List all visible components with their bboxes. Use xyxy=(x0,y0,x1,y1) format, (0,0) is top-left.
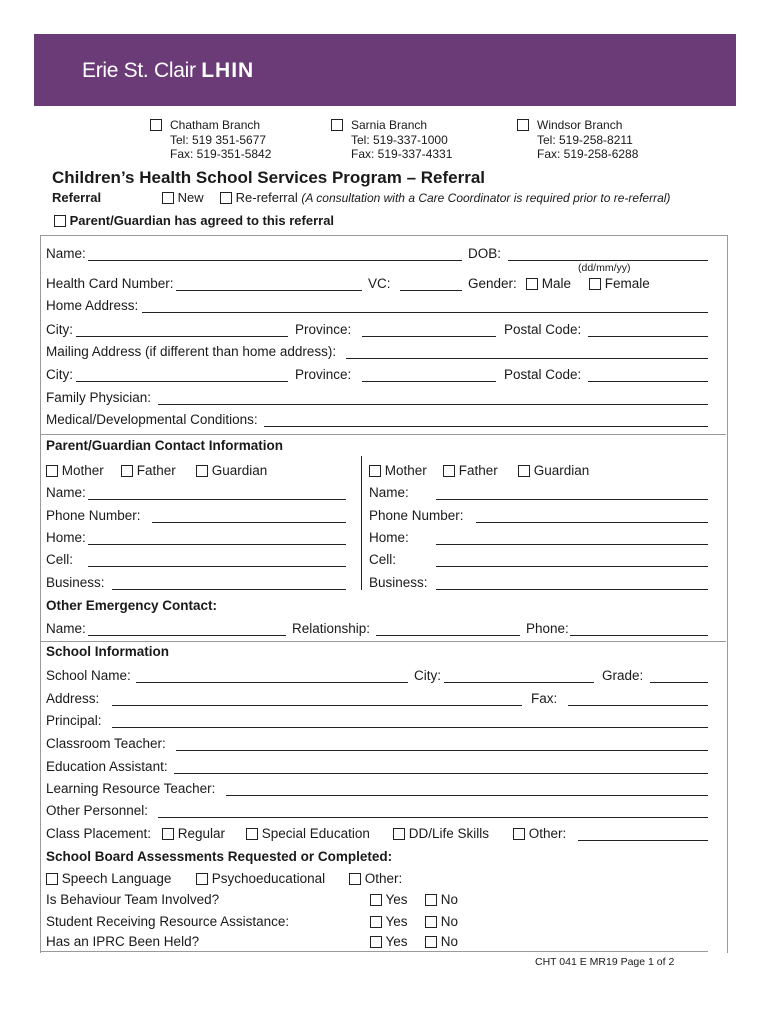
health-card-label: Health Card Number: xyxy=(46,276,174,291)
emergency-name-label: Name: xyxy=(46,621,86,636)
principal-label: Principal: xyxy=(46,713,102,728)
dd-life-label: DD/Life Skills xyxy=(408,826,490,841)
speech-checkbox[interactable] xyxy=(46,873,58,885)
behaviour-yes-checkbox[interactable] xyxy=(370,894,382,906)
city-field[interactable] xyxy=(76,322,288,337)
branch-sarnia: Sarnia Branch Tel: 519-337-1000 Fax: 519-337-4331 xyxy=(351,118,452,162)
emergency-phone-label: Phone: xyxy=(526,621,569,636)
g1-home-label: Home: xyxy=(46,530,86,545)
g1-mother-label: Mother xyxy=(61,463,104,478)
resource-no-label: No xyxy=(440,914,459,929)
vc-label: VC: xyxy=(368,276,391,291)
mailing-province-label: Province: xyxy=(295,367,352,382)
ea-label: Education Assistant: xyxy=(46,759,168,774)
male-label: Male xyxy=(541,276,572,291)
resource-no-checkbox[interactable] xyxy=(425,916,437,928)
gender-label: Gender: xyxy=(468,276,517,291)
g2-guardian-label: Guardian xyxy=(533,463,590,478)
g1-cell-label: Cell: xyxy=(46,552,74,567)
sarnia-checkbox[interactable] xyxy=(331,119,343,131)
lhin-logo: Erie St. Clair LHIN xyxy=(82,59,255,82)
g1-home-field[interactable] xyxy=(88,530,346,545)
g2-father-label: Father xyxy=(458,463,498,478)
classroom-teacher-label: Classroom Teacher: xyxy=(46,736,166,751)
city-label: City: xyxy=(46,322,73,337)
ea-row xyxy=(46,759,708,781)
male-checkbox[interactable] xyxy=(526,278,538,290)
consent-checkbox[interactable] xyxy=(54,215,66,227)
lrt-label: Learning Resource Teacher: xyxy=(46,781,216,796)
behaviour-row xyxy=(46,892,708,914)
g1-name-field[interactable] xyxy=(88,485,346,500)
name-label: Name: xyxy=(46,246,86,261)
iprc-yes-checkbox[interactable] xyxy=(370,936,382,948)
resource-question: Student Receiving Resource Assistance: xyxy=(46,914,290,929)
school-address-field[interactable] xyxy=(112,691,522,706)
regular-checkbox[interactable] xyxy=(162,828,174,840)
postal-label: Postal Code: xyxy=(504,322,582,337)
g2-business-field[interactable] xyxy=(436,575,708,590)
mailing-city-label: City: xyxy=(46,367,73,382)
school-section-title: School Information xyxy=(46,644,169,659)
conditions-field[interactable] xyxy=(264,412,708,427)
new-label: New xyxy=(177,190,204,205)
placement-other-field[interactable] xyxy=(578,826,708,841)
assessment-other-label: Other: xyxy=(364,871,403,886)
resource-row xyxy=(46,914,708,936)
assessments-section-title: School Board Assessments Requested or Completed: xyxy=(46,849,393,864)
other-personnel-field[interactable] xyxy=(158,803,708,818)
mailing-postal-label: Postal Code: xyxy=(504,367,582,382)
branch-windsor: Windsor Branch Tel: 519-258-8211 Fax: 519-258-6288 xyxy=(537,118,638,162)
g1-guardian-checkbox[interactable] xyxy=(196,465,208,477)
behaviour-no-checkbox[interactable] xyxy=(425,894,437,906)
guardian-section-title: Parent/Guardian Contact Information xyxy=(46,438,284,453)
school-fax-field[interactable] xyxy=(568,691,708,706)
placement-other-checkbox[interactable] xyxy=(513,828,525,840)
lrt-field[interactable] xyxy=(226,781,708,796)
mailing-label: Mailing Address (if different than home address): xyxy=(46,344,337,359)
grade-label: Grade: xyxy=(602,668,644,683)
physician-label: Family Physician: xyxy=(46,390,152,405)
classroom-teacher-field[interactable] xyxy=(176,736,708,751)
speech-label: Speech Language xyxy=(61,871,172,886)
province-label: Province: xyxy=(295,322,352,337)
school-city-field[interactable] xyxy=(444,668,594,683)
g2-home-label: Home: xyxy=(369,530,409,545)
g2-name-label: Name: xyxy=(369,485,409,500)
resource-yes-label: Yes xyxy=(385,914,408,929)
vc-field[interactable] xyxy=(400,276,462,291)
form-code-footer: CHT 041 E MR19 Page 1 of 2 xyxy=(535,956,675,968)
emergency-section-title: Other Emergency Contact: xyxy=(46,598,218,613)
resource-yes-checkbox[interactable] xyxy=(370,916,382,928)
mailing-province-field[interactable] xyxy=(362,367,496,382)
g1-name-label: Name: xyxy=(46,485,86,500)
g2-mother-label: Mother xyxy=(384,463,427,478)
behaviour-yes-label: Yes xyxy=(385,892,408,907)
consent-row xyxy=(54,213,716,235)
g2-cell-field[interactable] xyxy=(436,552,708,567)
rereferral-checkbox[interactable] xyxy=(220,192,232,204)
mailing-city-row xyxy=(46,367,708,389)
dob-format-hint: (dd/mm/yy) xyxy=(578,262,631,274)
psycho-checkbox[interactable] xyxy=(196,873,208,885)
g1-business-label: Business: xyxy=(46,575,105,590)
school-name-row xyxy=(46,668,708,690)
placement-row xyxy=(46,826,708,848)
g2-business-label: Business: xyxy=(369,575,428,590)
g1-mother-checkbox[interactable] xyxy=(46,465,58,477)
school-fax-label: Fax: xyxy=(531,691,558,706)
home-address-row xyxy=(46,298,708,320)
g2-home-field[interactable] xyxy=(436,530,708,545)
behaviour-no-label: No xyxy=(440,892,459,907)
g2-phone-label: Phone Number: xyxy=(369,508,464,523)
guardian-business-row xyxy=(46,575,708,597)
rereferral-label: Re-referral xyxy=(235,190,298,205)
physician-row xyxy=(46,390,708,412)
new-checkbox[interactable] xyxy=(162,192,174,204)
placement-label: Class Placement: xyxy=(46,826,152,841)
g1-cell-field[interactable] xyxy=(88,552,346,567)
assessment-other-checkbox[interactable] xyxy=(349,873,361,885)
chatham-checkbox[interactable] xyxy=(150,119,162,131)
windsor-checkbox[interactable] xyxy=(517,119,529,131)
dob-field[interactable] xyxy=(508,246,708,261)
g2-phone-field[interactable] xyxy=(476,508,708,523)
placement-other-label: Other: xyxy=(528,826,567,841)
g1-father-label: Father xyxy=(136,463,176,478)
emergency-row xyxy=(46,621,708,643)
mailing-postal-field[interactable] xyxy=(588,367,708,382)
mailing-city-field[interactable] xyxy=(76,367,288,382)
iprc-no-label: No xyxy=(440,934,459,949)
rereferral-note: (A consultation with a Care Coordinator is required prior to re-referral) xyxy=(301,191,671,205)
g2-mother-checkbox[interactable] xyxy=(369,465,381,477)
principal-field[interactable] xyxy=(112,713,708,728)
consent-label: Parent/Guardian has agreed to this referral xyxy=(69,213,335,228)
referral-label: Referral xyxy=(52,190,102,205)
school-name-label: School Name: xyxy=(46,668,131,683)
g1-business-field[interactable] xyxy=(112,575,346,590)
other-personnel-row xyxy=(46,803,708,825)
principal-row xyxy=(46,713,708,735)
g1-father-checkbox[interactable] xyxy=(121,465,133,477)
iprc-yes-label: Yes xyxy=(385,934,408,949)
assessment-types-row xyxy=(46,871,708,893)
female-checkbox[interactable] xyxy=(589,278,601,290)
school-address-row xyxy=(46,691,708,713)
classroom-teacher-row xyxy=(46,736,708,758)
iprc-question: Has an IPRC Been Held? xyxy=(46,934,200,949)
iprc-row xyxy=(46,934,708,956)
grade-field[interactable] xyxy=(650,668,708,683)
g2-father-checkbox[interactable] xyxy=(443,465,455,477)
iprc-no-checkbox[interactable] xyxy=(425,936,437,948)
guardian1-type-row xyxy=(46,463,708,485)
other-personnel-label: Other Personnel: xyxy=(46,803,149,818)
emergency-name-field[interactable] xyxy=(88,621,286,636)
g1-guardian-label: Guardian xyxy=(211,463,268,478)
referral-row xyxy=(52,190,714,212)
school-name-field[interactable] xyxy=(136,668,408,683)
province-field[interactable] xyxy=(362,322,496,337)
name-field[interactable] xyxy=(88,246,462,261)
relationship-label: Relationship: xyxy=(292,621,371,636)
health-card-field[interactable] xyxy=(176,276,362,291)
ea-field[interactable] xyxy=(174,759,708,774)
physician-field[interactable] xyxy=(158,390,708,405)
lrt-row xyxy=(46,781,708,803)
home-address-label: Home Address: xyxy=(46,298,139,313)
behaviour-question: Is Behaviour Team Involved? xyxy=(46,892,220,907)
g1-phone-label: Phone Number: xyxy=(46,508,141,523)
g2-cell-label: Cell: xyxy=(369,552,397,567)
home-address-field[interactable] xyxy=(142,298,708,313)
branch-chatham: Chatham Branch Tel: 519 351-5677 Fax: 519-351-5842 xyxy=(170,118,271,162)
g1-phone-field[interactable] xyxy=(152,508,346,523)
school-city-label: City: xyxy=(414,668,441,683)
divider-guardian xyxy=(40,434,726,435)
emergency-phone-field[interactable] xyxy=(570,621,708,636)
female-label: Female xyxy=(604,276,650,291)
mailing-field[interactable] xyxy=(346,344,708,359)
postal-field[interactable] xyxy=(588,322,708,337)
g2-guardian-checkbox[interactable] xyxy=(518,465,530,477)
relationship-field[interactable] xyxy=(376,621,520,636)
form-title: Children’s Health School Services Program – Referral xyxy=(52,168,486,187)
guardian-home-row xyxy=(46,530,708,552)
health-card-row xyxy=(46,276,708,298)
dd-life-checkbox[interactable] xyxy=(393,828,405,840)
dob-label: DOB: xyxy=(468,246,502,261)
guardian-phone-row xyxy=(46,508,708,530)
special-ed-checkbox[interactable] xyxy=(246,828,258,840)
city-row xyxy=(46,322,708,344)
psycho-label: Psychoeducational xyxy=(211,871,326,886)
regular-label: Regular xyxy=(177,826,226,841)
mailing-row xyxy=(46,344,708,366)
guardian-name-row xyxy=(46,485,708,507)
g2-name-field[interactable] xyxy=(436,485,708,500)
conditions-row xyxy=(46,412,708,434)
school-address-label: Address: xyxy=(46,691,100,706)
special-ed-label: Special Education xyxy=(261,826,370,841)
guardian-cell-row xyxy=(46,552,708,574)
conditions-label: Medical/Developmental Conditions: xyxy=(46,412,258,427)
